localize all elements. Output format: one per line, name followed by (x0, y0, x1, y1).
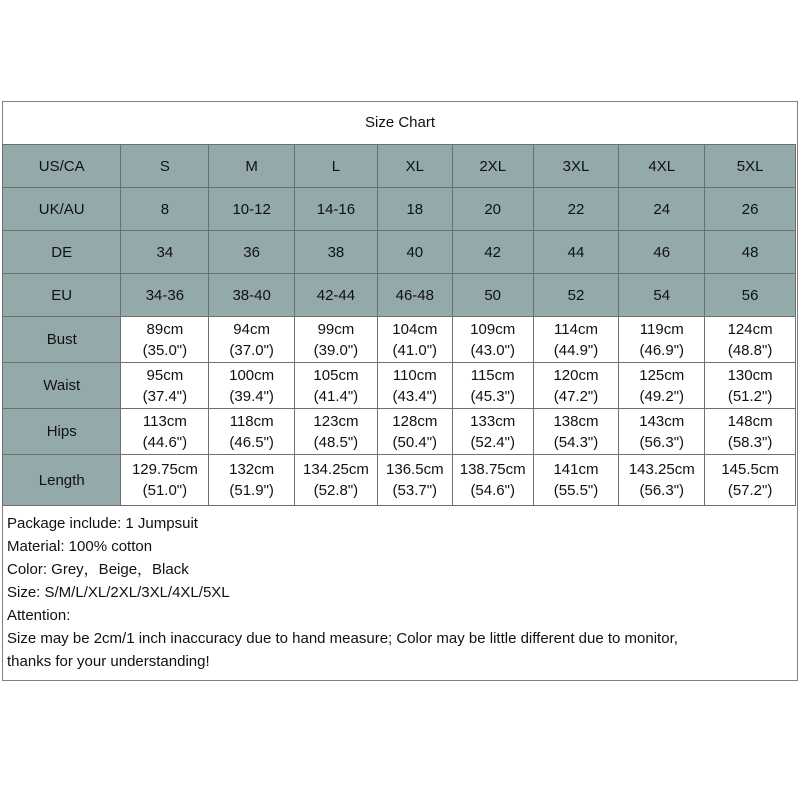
inch-value: (52.4") (470, 433, 515, 451)
inch-value: (45.3") (470, 387, 515, 405)
inch-value: (47.2") (553, 387, 599, 405)
disclaimer-line-1: Size may be 2cm/1 inch inaccuracy due to hand measure; Color may be little different due to monitor, (7, 630, 678, 647)
size-cell: 56 (705, 274, 796, 317)
measure-cell (377, 409, 452, 455)
measure-cell (705, 363, 796, 409)
measure-cell (619, 363, 705, 409)
size-row (3, 274, 796, 317)
inch-value: (41.0") (392, 341, 438, 359)
size-cell: L (295, 145, 378, 188)
row-label: Hips (3, 409, 121, 455)
measure-cell (121, 363, 209, 409)
inch-value: (54.3") (553, 433, 599, 451)
measure-cell (121, 317, 209, 363)
size-table (2, 144, 796, 506)
inch-value: (44.9") (553, 341, 599, 359)
color-note: Color: Grey，Beige，Black (7, 561, 189, 578)
size-cell: 42-44 (295, 274, 378, 317)
measure-cell (209, 363, 295, 409)
measure-cell (377, 363, 452, 409)
row-label: Bust (3, 317, 121, 363)
cm-value: 143.25cm (628, 461, 695, 478)
row-label: UK/AU (3, 188, 121, 231)
size-cell: 48 (705, 231, 796, 274)
size-cell: 46 (619, 231, 705, 274)
inch-value: (56.3") (639, 482, 685, 499)
cm-value: 124cm (727, 320, 773, 338)
measure-cell (121, 455, 209, 506)
measure-cell (377, 455, 452, 506)
measure-cell (533, 409, 619, 455)
size-cell: 34 (121, 231, 209, 274)
row-label: EU (3, 274, 121, 317)
cm-value: 148cm (727, 412, 773, 430)
cm-value: 119cm (639, 320, 684, 338)
size-cell: 44 (533, 231, 619, 274)
size-note: Size: S/M/L/XL/2XL/3XL/4XL/5XL (7, 584, 230, 601)
inch-value: (43.4") (392, 387, 438, 405)
measure-cell (295, 409, 378, 455)
size-cell: M (209, 145, 295, 188)
measure-cell (209, 409, 295, 455)
cm-value: 113cm (142, 412, 187, 430)
inch-value: (51.2") (727, 387, 773, 405)
size-cell: 38 (295, 231, 378, 274)
size-row (3, 231, 796, 274)
size-cell: 2XL (452, 145, 533, 188)
inch-value: (37.4") (142, 387, 188, 405)
inch-value: (55.5") (553, 482, 599, 499)
measure-row (3, 363, 796, 409)
inch-value: (39.4") (229, 387, 274, 405)
measure-cell (619, 409, 705, 455)
cm-value: 120cm (553, 366, 599, 384)
size-cell: 3XL (533, 145, 619, 188)
cm-value: 143cm (639, 412, 685, 430)
package-note: Package include: 1 Jumpsuit (7, 515, 198, 532)
size-row (3, 188, 796, 231)
inch-value: (53.7") (392, 482, 438, 499)
inch-value: (48.5") (313, 433, 359, 451)
attention-heading: Attention: (7, 607, 71, 624)
size-cell: 50 (452, 274, 533, 317)
inch-value: (41.4") (313, 387, 359, 405)
inch-value: (48.8") (727, 341, 773, 359)
size-cell: 20 (452, 188, 533, 231)
cm-value: 128cm (392, 412, 438, 430)
chart-title: Size Chart (364, 114, 436, 131)
inch-value: (51.0") (142, 482, 188, 499)
size-cell: 22 (533, 188, 619, 231)
cm-value: 130cm (727, 366, 773, 384)
size-cell: 54 (619, 274, 705, 317)
measure-cell (705, 317, 796, 363)
measure-row (3, 317, 796, 363)
size-cell: S (121, 145, 209, 188)
size-cell: 34-36 (121, 274, 209, 317)
measure-cell (533, 317, 619, 363)
size-cell: 26 (705, 188, 796, 231)
measure-cell (619, 317, 705, 363)
size-cell: 4XL (619, 145, 705, 188)
measure-row (3, 409, 796, 455)
cm-value: 138.75cm (459, 461, 526, 478)
inch-value: (50.4") (392, 433, 438, 451)
size-cell: 14-16 (295, 188, 378, 231)
inch-value: (49.2") (639, 387, 685, 405)
size-cell: 5XL (705, 145, 796, 188)
row-label: DE (3, 231, 121, 274)
size-cell: 40 (377, 231, 452, 274)
inch-value: (54.6") (470, 482, 515, 499)
inch-value: (51.9") (229, 482, 274, 499)
cm-value: 132cm (229, 461, 275, 478)
inch-value: (56.3") (639, 433, 685, 451)
size-cell: 18 (377, 188, 452, 231)
size-chart-sheet (2, 101, 798, 681)
size-cell: 42 (452, 231, 533, 274)
inch-value: (52.8") (313, 482, 359, 499)
cm-value: 134.25cm (303, 461, 369, 478)
inch-value: (43.0") (470, 341, 515, 359)
cm-value: 114cm (554, 320, 598, 338)
measure-row (3, 455, 796, 506)
inch-value: (35.0") (142, 341, 188, 359)
inch-value: (46.9") (639, 341, 685, 359)
cm-value: 123cm (313, 412, 359, 430)
size-cell: 52 (533, 274, 619, 317)
size-row (3, 145, 796, 188)
cm-value: 109cm (470, 320, 516, 338)
measure-cell (209, 317, 295, 363)
cm-value: 145.5cm (721, 461, 779, 478)
row-label: US/CA (3, 145, 121, 188)
row-label: Waist (3, 363, 121, 409)
measure-cell (452, 409, 533, 455)
size-cell: XL (377, 145, 452, 188)
size-cell: 8 (121, 188, 209, 231)
cm-value: 115cm (470, 366, 515, 384)
size-cell: 24 (619, 188, 705, 231)
cm-value: 138cm (553, 412, 599, 430)
measure-cell (705, 409, 796, 455)
inch-value: (39.0") (313, 341, 359, 359)
cm-value: 118cm (229, 412, 274, 430)
cm-value: 95cm (146, 366, 184, 384)
measure-cell (533, 363, 619, 409)
measure-cell (209, 455, 295, 506)
inch-value: (37.0") (229, 341, 274, 359)
material-note: Material: 100% cotton (7, 538, 153, 555)
measure-cell (452, 455, 533, 506)
cm-value: 104cm (392, 320, 438, 338)
size-cell: 46-48 (377, 274, 452, 317)
cm-value: 133cm (470, 412, 516, 430)
size-cell: 36 (209, 231, 295, 274)
inch-value: (58.3") (727, 433, 773, 451)
cm-value: 110cm (392, 366, 437, 384)
inch-value: (57.2") (727, 482, 773, 499)
size-cell: 10-12 (209, 188, 295, 231)
cm-value: 141cm (553, 461, 599, 478)
measure-cell (377, 317, 452, 363)
disclaimer-line-2: thanks for your understanding! (7, 653, 210, 670)
measure-cell (121, 409, 209, 455)
cm-value: 136.5cm (386, 461, 444, 478)
cm-value: 125cm (639, 366, 685, 384)
cm-value: 99cm (317, 320, 355, 338)
measure-cell (533, 455, 619, 506)
cm-value: 89cm (146, 320, 184, 338)
cm-value: 100cm (229, 366, 275, 384)
inch-value: (44.6") (142, 433, 188, 451)
cm-value: 105cm (313, 366, 359, 384)
measure-cell (452, 363, 533, 409)
size-cell: 38-40 (209, 274, 295, 317)
measure-cell (295, 455, 378, 506)
measure-cell (452, 317, 533, 363)
measure-cell (619, 455, 705, 506)
cm-value: 129.75cm (131, 461, 198, 478)
row-label: Length (3, 455, 121, 506)
measure-cell (705, 455, 796, 506)
cm-value: 94cm (233, 320, 270, 338)
inch-value: (46.5") (229, 433, 274, 451)
measure-cell (295, 317, 378, 363)
product-notes (7, 512, 793, 673)
measure-cell (295, 363, 378, 409)
